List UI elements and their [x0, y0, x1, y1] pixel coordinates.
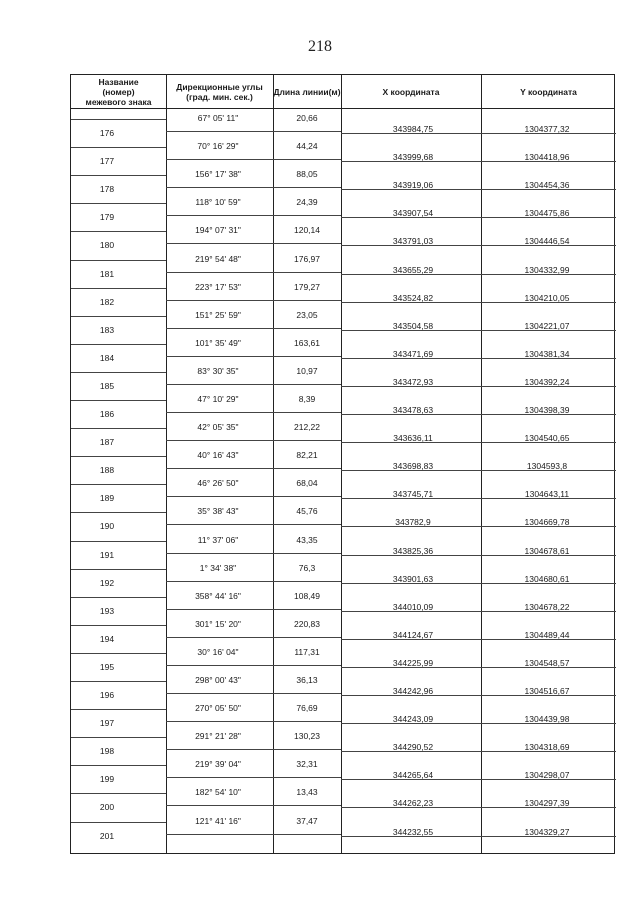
column-divider: [341, 75, 342, 853]
segment-angle: 42° 05' 35": [197, 422, 239, 433]
point-name: 177: [99, 156, 115, 167]
row-divider: [166, 300, 273, 301]
point-x: 343919,06: [392, 180, 434, 191]
row-divider: [71, 231, 166, 232]
point-name: 198: [99, 746, 115, 757]
row-divider: [273, 609, 341, 610]
header-angle-line: (град. мин. сек.): [186, 91, 253, 102]
segment-angle: 30° 16' 04": [197, 646, 239, 657]
point-name: 187: [99, 437, 115, 448]
point-x: 343999,68: [392, 152, 434, 163]
row-divider: [273, 749, 341, 750]
row-divider: [166, 243, 273, 244]
row-divider: [166, 693, 273, 694]
point-x: 343472,93: [392, 376, 434, 387]
segment-length: 23,05: [296, 309, 318, 320]
row-divider: [481, 611, 616, 612]
row-divider: [71, 372, 166, 373]
segment-length: 68,04: [296, 478, 318, 489]
row-divider: [273, 637, 341, 638]
point-x: 344010,09: [392, 601, 434, 612]
row-divider: [481, 302, 616, 303]
point-name: 193: [99, 605, 115, 616]
point-y: 1304377,32: [524, 124, 570, 134]
row-divider: [481, 526, 616, 527]
row-divider: [481, 133, 616, 134]
point-y: 1304548,57: [524, 657, 570, 668]
point-x: 344265,64: [392, 770, 434, 781]
row-divider: [273, 834, 341, 835]
point-y: 1304489,44: [524, 629, 570, 640]
segment-angle: 182° 54' 10": [195, 787, 241, 798]
row-divider: [71, 541, 166, 542]
row-divider: [166, 834, 273, 835]
row-divider: [273, 384, 341, 385]
row-divider: [71, 288, 166, 289]
row-divider: [166, 581, 273, 582]
row-divider: [273, 805, 341, 806]
row-divider: [481, 639, 616, 640]
row-divider: [341, 779, 481, 780]
row-divider: [273, 131, 341, 132]
row-divider: [273, 496, 341, 497]
point-x: 343698,83: [392, 461, 434, 472]
header-name-line: (номер): [102, 86, 135, 97]
point-name: 180: [99, 240, 115, 251]
row-divider: [71, 119, 166, 120]
row-divider: [166, 215, 273, 216]
segment-length: 45,76: [296, 506, 318, 517]
header-x: X координата: [382, 86, 440, 97]
point-y: 1304454,36: [524, 180, 570, 191]
segment-angle: 83° 30' 35": [197, 365, 239, 376]
row-divider: [341, 330, 481, 331]
row-divider: [166, 805, 273, 806]
row-divider: [166, 749, 273, 750]
row-divider: [166, 721, 273, 722]
row-divider: [341, 695, 481, 696]
row-divider: [481, 695, 616, 696]
point-x: 343471,69: [392, 348, 434, 359]
row-divider: [166, 356, 273, 357]
column-divider: [273, 75, 274, 853]
point-name: 184: [99, 352, 115, 363]
header-angle-line: Дирекционные углы: [176, 81, 263, 92]
point-y: 1304318,69: [524, 742, 570, 753]
point-name: 181: [99, 268, 115, 279]
row-divider: [71, 597, 166, 598]
segment-length: 82,21: [296, 450, 318, 461]
row-divider: [166, 468, 273, 469]
row-divider: [166, 159, 273, 160]
point-y: 1304418,96: [524, 152, 570, 163]
row-divider: [166, 665, 273, 666]
point-name: 191: [99, 549, 115, 560]
row-divider: [273, 553, 341, 554]
row-divider: [273, 440, 341, 441]
point-name: 194: [99, 633, 115, 644]
row-divider: [71, 737, 166, 738]
segment-angle: 67° 05' 11": [197, 113, 239, 123]
segment-length: 130,23: [294, 731, 320, 742]
segment-length: 120,14: [294, 225, 320, 236]
segment-length: 8,39: [298, 394, 316, 404]
header-y: Y координата: [520, 86, 577, 97]
point-y: 1304381,34: [524, 348, 570, 359]
row-divider: [481, 779, 616, 780]
row-divider: [341, 555, 481, 556]
point-y: 1304332,99: [524, 264, 570, 275]
segment-angle: 223° 17' 53": [195, 281, 241, 292]
row-divider: [71, 203, 166, 204]
row-divider: [71, 400, 166, 401]
row-divider: [273, 721, 341, 722]
row-divider: [481, 555, 616, 556]
row-divider: [273, 665, 341, 666]
row-divider: [273, 524, 341, 525]
segment-angle: 301° 15' 20": [195, 618, 241, 629]
row-divider: [341, 161, 481, 162]
row-divider: [71, 147, 166, 148]
row-divider: [341, 611, 481, 612]
row-divider: [166, 637, 273, 638]
segment-angle: 151° 25' 59": [195, 309, 241, 320]
row-divider: [481, 442, 616, 443]
segment-length: 36,13: [296, 675, 318, 685]
row-divider: [166, 131, 273, 132]
point-x: 344225,99: [392, 657, 434, 668]
row-divider: [341, 639, 481, 640]
row-divider: [273, 581, 341, 582]
row-divider: [71, 765, 166, 766]
point-name: 196: [99, 690, 115, 700]
segment-length: 20,66: [296, 113, 318, 123]
row-divider: [166, 412, 273, 413]
row-divider: [481, 414, 616, 415]
row-divider: [273, 300, 341, 301]
point-y: 1304446,54: [524, 236, 570, 247]
row-divider: [71, 625, 166, 626]
point-y: 1304398,39: [524, 405, 570, 415]
point-x: 343901,63: [392, 573, 434, 584]
row-divider: [166, 553, 273, 554]
header-name-line: межевого знака: [85, 96, 152, 107]
point-y: 1304297,39: [524, 798, 570, 809]
row-divider: [71, 793, 166, 794]
row-divider: [166, 496, 273, 497]
segment-angle: 40° 16' 43": [197, 450, 239, 461]
segment-length: 43,35: [296, 534, 318, 545]
point-y: 1304680,61: [524, 573, 570, 584]
point-x: 343745,71: [392, 489, 434, 500]
row-divider: [166, 609, 273, 610]
segment-angle: 219° 39' 04": [195, 759, 241, 770]
point-name: 195: [99, 661, 115, 672]
header-name: [71, 75, 166, 108]
segment-length: 176,97: [294, 253, 320, 264]
point-x: 343636,11: [393, 433, 433, 444]
point-x: 343782,9: [395, 517, 431, 528]
row-divider: [341, 274, 481, 275]
point-x: 343524,82: [392, 292, 434, 303]
row-divider: [481, 189, 616, 190]
segment-angle: 35° 38' 43": [197, 506, 239, 517]
point-name: 189: [99, 493, 115, 504]
segment-angle: 70° 16' 29": [197, 141, 239, 152]
row-divider: [71, 709, 166, 710]
segment-angle: 121° 41' 16": [195, 815, 241, 826]
point-x: 343825,36: [392, 545, 434, 556]
point-name: 178: [99, 184, 115, 195]
point-name: 190: [99, 521, 115, 532]
segment-length: 37,47: [296, 815, 318, 826]
row-divider: [341, 302, 481, 303]
row-divider: [71, 175, 166, 176]
segment-length: 117,31: [294, 646, 320, 657]
row-divider: [166, 187, 273, 188]
row-divider: [341, 189, 481, 190]
row-divider: [71, 428, 166, 429]
row-divider: [341, 723, 481, 724]
point-y: 1304540,65: [524, 433, 570, 444]
segment-angle: 118° 10' 59": [195, 197, 241, 208]
row-divider: [481, 583, 616, 584]
row-divider: [273, 159, 341, 160]
row-divider: [341, 583, 481, 584]
point-y: 1304475,86: [524, 208, 570, 219]
point-x: 344243,09: [392, 714, 434, 725]
row-divider: [273, 243, 341, 244]
segment-length: 32,31: [296, 759, 318, 770]
segment-length: 212,22: [294, 422, 320, 433]
row-divider: [481, 470, 616, 471]
row-divider: [273, 215, 341, 216]
row-divider: [341, 133, 481, 134]
segment-length: 220,83: [294, 618, 320, 629]
point-y: 1304221,07: [524, 320, 570, 331]
segment-length: 163,61: [294, 337, 320, 348]
point-name: 183: [99, 324, 115, 335]
row-divider: [481, 274, 616, 275]
point-x: 343791,03: [392, 236, 434, 247]
point-x: 343478,63: [392, 405, 434, 415]
row-divider: [273, 272, 341, 273]
segment-length: 88,05: [296, 169, 318, 180]
column-divider: [481, 75, 482, 853]
row-divider: [341, 217, 481, 218]
row-divider: [481, 330, 616, 331]
segment-angle: 291° 21' 28": [195, 731, 241, 742]
row-divider: [341, 751, 481, 752]
point-name: 199: [99, 774, 115, 785]
row-divider: [481, 807, 616, 808]
row-divider: [481, 836, 616, 837]
row-divider: [71, 822, 166, 823]
row-divider: [481, 217, 616, 218]
segment-angle: 47° 10' 29": [197, 394, 239, 404]
row-divider: [341, 526, 481, 527]
point-y: 1304329,27: [524, 826, 570, 837]
row-divider: [273, 328, 341, 329]
point-y: 1304643,11: [524, 489, 570, 500]
row-divider: [481, 498, 616, 499]
row-divider: [273, 693, 341, 694]
row-divider: [166, 524, 273, 525]
point-name: 201: [99, 830, 115, 841]
row-divider: [166, 328, 273, 329]
row-divider: [341, 245, 481, 246]
point-name: 186: [99, 409, 115, 419]
point-name: 176: [99, 128, 115, 138]
point-y: 1304678,61: [524, 545, 570, 556]
row-divider: [71, 681, 166, 682]
row-divider: [481, 161, 616, 162]
row-divider: [481, 751, 616, 752]
segment-angle: 219° 54' 48": [195, 253, 241, 264]
segment-angle: 358° 44' 16": [195, 590, 241, 601]
point-name: 182: [99, 296, 115, 307]
segment-length: 108,49: [294, 590, 320, 601]
row-divider: [273, 356, 341, 357]
row-divider: [71, 512, 166, 513]
point-x: 343907,54: [392, 208, 434, 219]
row-divider: [273, 412, 341, 413]
point-x: 344124,67: [392, 629, 434, 640]
segment-length: 44,24: [296, 141, 318, 152]
point-x: 344242,96: [392, 686, 434, 696]
row-divider: [71, 260, 166, 261]
header-divider: [71, 108, 614, 109]
segment-length: 13,43: [296, 787, 318, 798]
row-divider: [481, 245, 616, 246]
point-name: 179: [99, 212, 115, 223]
row-divider: [341, 386, 481, 387]
row-divider: [71, 456, 166, 457]
row-divider: [341, 442, 481, 443]
point-name: 185: [99, 380, 115, 391]
header-length: Длина линии(м): [273, 86, 341, 97]
segment-length: 76,69: [296, 703, 318, 714]
point-y: 1304678,22: [524, 601, 570, 612]
row-divider: [166, 777, 273, 778]
row-divider: [166, 440, 273, 441]
segment-length: 179,27: [294, 281, 320, 292]
row-divider: [341, 470, 481, 471]
point-name: 192: [99, 577, 115, 588]
column-divider: [166, 75, 167, 853]
row-divider: [71, 569, 166, 570]
row-divider: [273, 187, 341, 188]
row-divider: [71, 484, 166, 485]
header-angle: [166, 75, 273, 108]
row-divider: [481, 667, 616, 668]
row-divider: [71, 316, 166, 317]
segment-angle: 1° 34' 38": [199, 562, 237, 573]
row-divider: [341, 414, 481, 415]
row-divider: [341, 667, 481, 668]
point-x: 344290,52: [392, 742, 434, 753]
segment-angle: 270° 05' 50": [195, 703, 241, 714]
point-x: 344262,23: [392, 798, 434, 809]
header-name-line: Название: [98, 76, 139, 87]
row-divider: [341, 807, 481, 808]
row-divider: [341, 358, 481, 359]
segment-length: 76,3: [298, 562, 316, 573]
point-name: 197: [99, 718, 115, 729]
point-y: 1304298,07: [524, 770, 570, 781]
segment-angle: 156° 17' 38": [195, 169, 241, 180]
point-name: 200: [99, 802, 115, 813]
segment-angle: 101° 35' 49": [195, 337, 241, 348]
row-divider: [481, 358, 616, 359]
row-divider: [166, 272, 273, 273]
point-y: 1304439,98: [524, 714, 570, 725]
row-divider: [273, 468, 341, 469]
segment-length: 24,39: [296, 197, 318, 208]
point-y: 1304210,05: [524, 292, 570, 303]
point-x: 343655,29: [392, 264, 434, 275]
row-divider: [71, 653, 166, 654]
coordinates-table: [70, 74, 615, 854]
segment-angle: 194° 07' 31": [195, 225, 241, 236]
row-divider: [481, 386, 616, 387]
segment-angle: 298° 00' 43": [195, 675, 241, 685]
row-divider: [273, 777, 341, 778]
segment-angle: 46° 26' 50": [197, 478, 239, 489]
point-y: 1304593,8: [526, 461, 568, 472]
point-x: 343984,75: [392, 124, 434, 134]
point-y: 1304516,67: [524, 686, 570, 696]
row-divider: [481, 723, 616, 724]
page-number: 218: [308, 38, 332, 55]
point-y: 1304669,78: [524, 517, 570, 528]
point-y: 1304392,24: [524, 376, 570, 387]
point-x: 343504,58: [392, 320, 434, 331]
point-x: 344232,55: [392, 826, 434, 837]
point-name: 188: [99, 465, 115, 476]
segment-length: 10,97: [296, 365, 318, 376]
row-divider: [71, 344, 166, 345]
row-divider: [341, 836, 481, 837]
row-divider: [341, 498, 481, 499]
segment-angle: 11° 37' 06": [197, 534, 239, 545]
row-divider: [166, 384, 273, 385]
